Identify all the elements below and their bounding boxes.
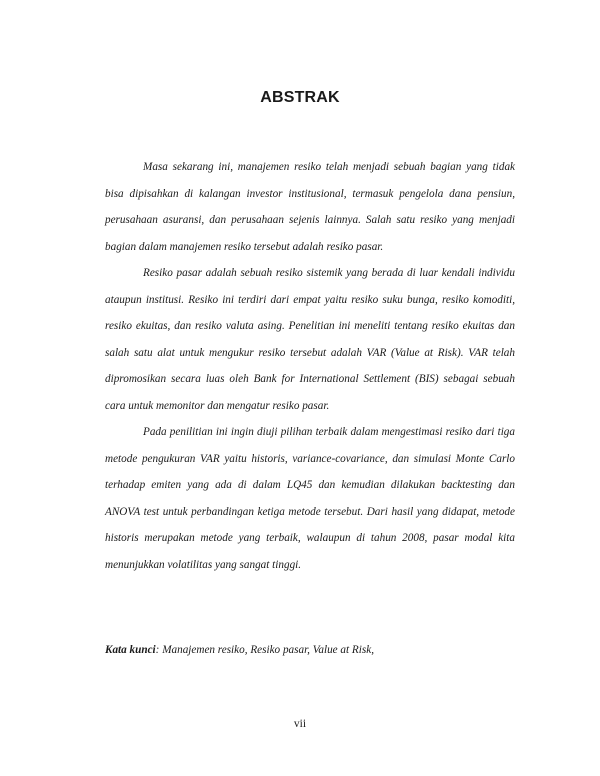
abstract-body [105,154,515,578]
keywords-line [105,644,515,656]
keywords-label: Kata kunci [105,644,156,656]
page-title: ABSTRAK [260,89,340,106]
abstract-paragraph-1: Masa sekarang ini, manajemen resiko telah menjadi sebuah bagian yang tidak bisa dipisahkan di kalangan investor institusional, termasuk pengelola dana pensiun, perusahaan asuransi, dan perusahaan sejenis lainnya. Salah satu resiko yang menjadi bagian dalam manajemen resiko tersebut adalah resiko pasar. [105,161,515,253]
page-number: vii [293,718,307,730]
abstract-paragraph-2: Resiko pasar adalah sebuah resiko sistemik yang berada di luar kendali individu ataupun institusi. Resiko ini terdiri dari empat yaitu resiko suku bunga, resiko komoditi, resiko ekuitas, dan resiko valuta asing. Penelitian ini meneliti tentang resiko ekuitas dan salah satu alat untuk mengukur resiko tersebut adalah VAR (Value at Risk). VAR telah dipromosikan secara luas oleh Bank for International Settlement (BIS) sebagai sebuah cara untuk memonitor dan mengatur resiko pasar. [105,267,515,412]
abstract-paragraph-3: Pada penilitian ini ingin diuji pilihan terbaik dalam mengestimasi resiko dari tiga metode pengukuran VAR yaitu historis, variance-covariance, dan simulasi Monte Carlo terhadap emiten yang ada di dalam LQ45 dan kemudian dilakukan backtesting dan ANOVA test untuk perbandingan ketiga metode tersebut. Dari hasil yang didapat, metode historis merupakan metode yang terbaik, walaupun di tahun 2008, pasar modal kita menunjukkan volatilitas yang sangat tinggi. [105,426,515,571]
keywords-text: : Manajemen resiko, Resiko pasar, Value at Risk, [155,644,374,656]
